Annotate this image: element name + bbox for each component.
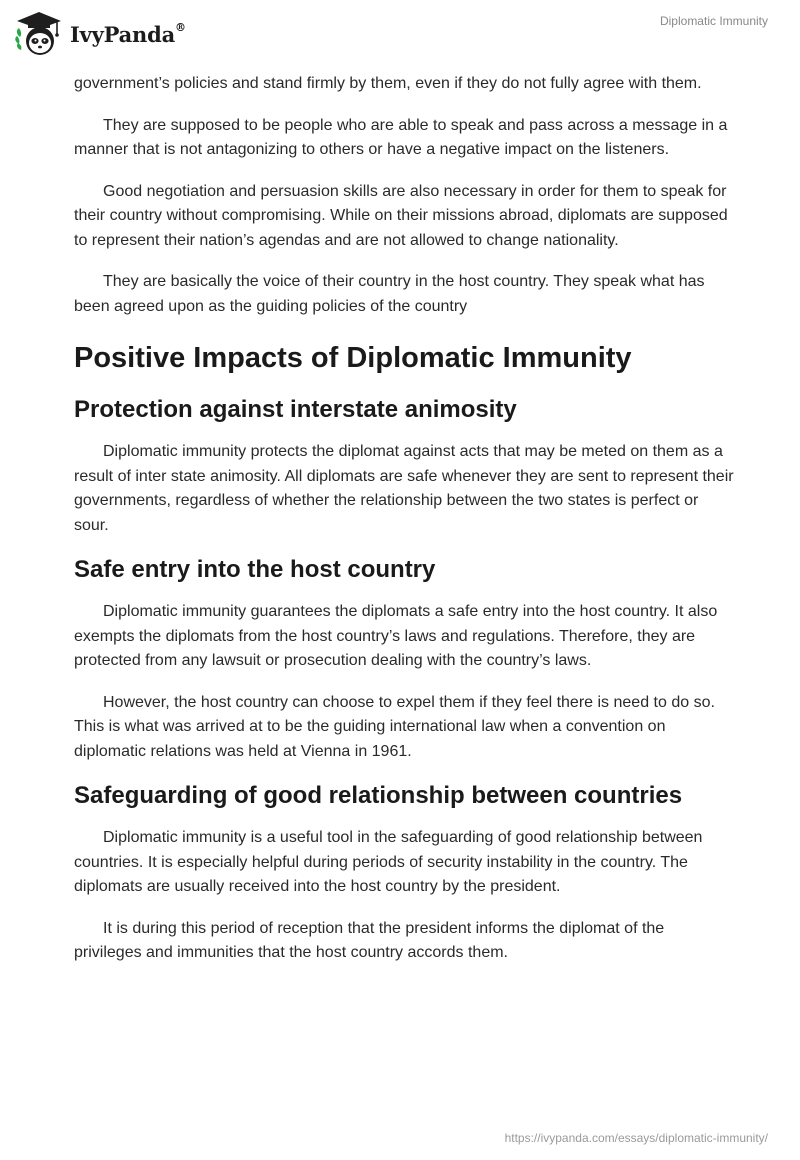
paragraph: However, the host country can choose to expel them if they feel there is need to do so. This is what was arrived at to be the guiding international law when a convention on diplomatic relations was held at Vienna in 1961. — [74, 693, 715, 760]
registered-mark: ® — [175, 20, 186, 34]
source-url[interactable]: https://ivypanda.com/essays/diplomatic-immunity/ — [504, 1131, 768, 1145]
paragraph: Diplomatic immunity guarantees the diplomats a safe entry into the host country. It also exempts the diplomats from the host country’s laws and regulations. Therefore, they are protected from any lawsuit or prosecution dealing with the country’s laws. — [74, 603, 718, 669]
ivypanda-logo[interactable] — [14, 10, 186, 58]
paragraph: Diplomatic immunity is a useful tool in the safeguarding of good relationship between countries. It is especially helpful during periods of security instability in the country. The diplomats are usually received into the host country by the president. — [74, 829, 703, 895]
logo-wordmark: IvyPanda® — [70, 20, 186, 47]
document-title: Diplomatic Immunity — [659, 14, 768, 28]
subsection-heading: Safe entry into the host country — [74, 556, 436, 583]
paragraph: government’s policies and stand firmly by them, even if they do not fully agree with them. — [74, 75, 702, 92]
page-header — [0, 0, 800, 70]
panda-graduate-icon — [14, 10, 64, 58]
section-heading: Positive Impacts of Diplomatic Immunity — [74, 342, 632, 374]
essay-body — [74, 72, 734, 983]
paragraph: It is during this period of reception that the president informs the diplomat of the privileges and immunities that the host country accords them. — [74, 919, 665, 961]
paragraph: Diplomatic immunity protects the diplomat against acts that may be meted on them as a result of inter state animosity. All diplomats are safe whenever they are sent to represent their governments, regardless of whether the relationship between the two states is perfect or sour. — [74, 443, 734, 534]
paragraph: They are supposed to be people who are able to speak and pass across a message in a manner that is not antagonizing to others or have a negative impact on the listeners. — [74, 116, 728, 158]
subsection-heading: Protection against interstate animosity — [74, 396, 517, 423]
paragraph: They are basically the voice of their country in the host country. They speak what has been agreed upon as the guiding policies of the country — [74, 273, 705, 315]
paragraph: Good negotiation and persuasion skills are also necessary in order for them to speak for their country without compromising. While on their missions abroad, diplomats are supposed to represent their nation’s agendas and are not allowed to change nationality. — [74, 182, 728, 249]
subsection-heading: Safeguarding of good relationship between countries — [74, 782, 683, 809]
